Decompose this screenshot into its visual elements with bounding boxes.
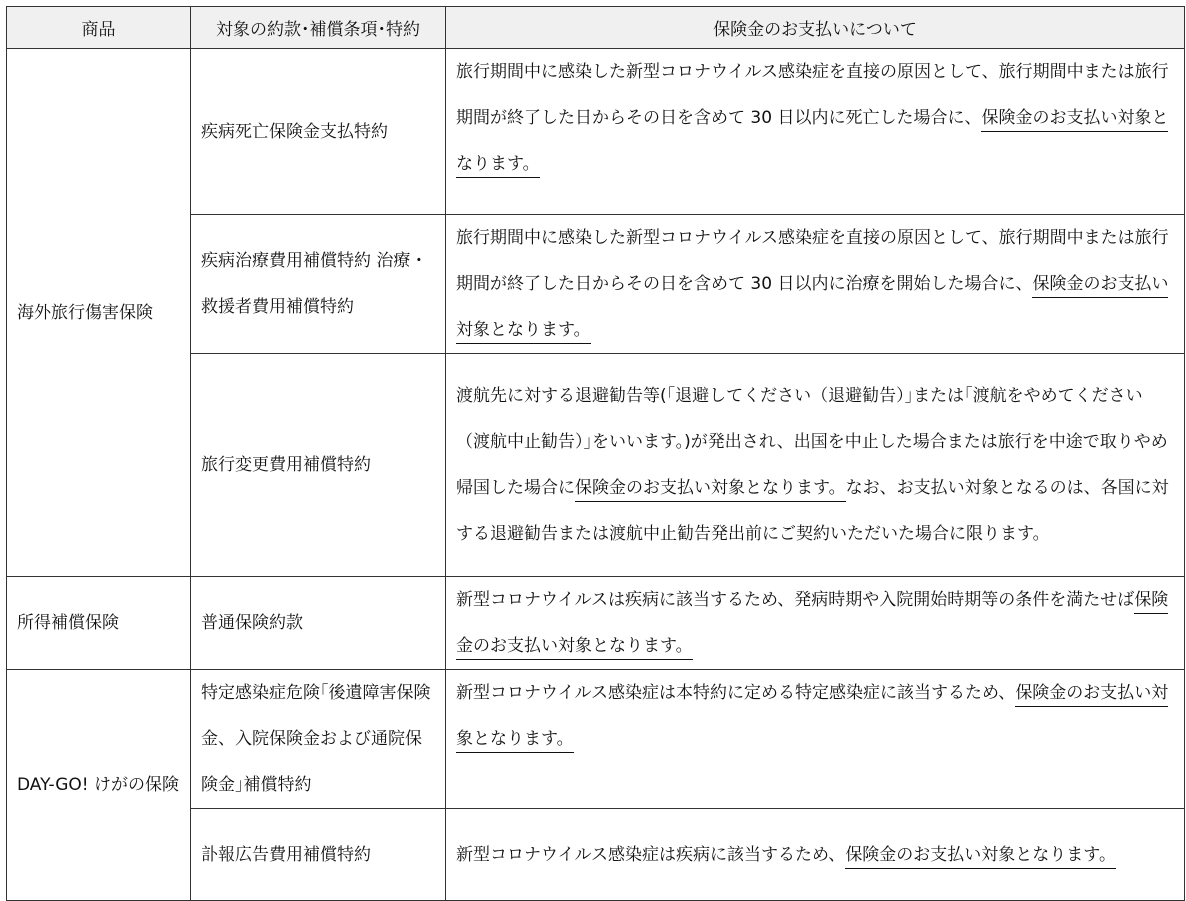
table-row xyxy=(7,577,1185,670)
term-cell: 特定感染症危険｢後遺障害保険金、入院保険金および通院保険金｣補償特約 xyxy=(191,670,446,809)
desc-underlined: 保険金のお支払い対象となります。 xyxy=(456,590,1168,660)
payment-desc xyxy=(446,670,1185,809)
term-cell: 疾病死亡保険金支払特約 xyxy=(191,49,446,215)
desc-text: 渡航先に対する退避勧告等(｢退避してください（退避勧告）｣または｢渡航をやめてください（渡航中止勧告）｣をいいます。)が発出され、出国を中止した場合または旅行を中途で取りやめ帰国した場合に xyxy=(456,386,1168,498)
desc-text: 新型コロナウイルス感染症は疾病に該当するため、 xyxy=(456,844,846,865)
term-cell: 普通保険約款 xyxy=(191,577,446,670)
product-income: 所得補償保険 xyxy=(7,577,191,670)
desc-text: 旅行期間中に感染した新型コロナウイルス感染症を直接の原因として、旅行期間中または旅行期間が終了した日からその日を含めて 30 日以内に治療を開始した場合に、 xyxy=(456,228,1169,294)
header-row xyxy=(7,7,1185,49)
product-day-go-label: DAY-GO! けがの保険 xyxy=(17,775,179,795)
payment-desc xyxy=(446,809,1185,901)
payment-desc xyxy=(446,354,1185,577)
payment-desc xyxy=(446,49,1185,215)
desc-underlined: 保険金のお支払い対象となります。 xyxy=(456,274,1168,344)
desc-underlined: 保険金のお支払い対象となります。 xyxy=(845,845,1116,869)
desc-text: 新型コロナウイルスは疾病に該当するため、発病時期や入院開始時期等の条件を満たせば xyxy=(456,590,1135,610)
coverage-table xyxy=(6,6,1185,901)
product-overseas-travel: 海外旅行傷害保険 xyxy=(7,49,191,577)
payment-desc xyxy=(446,215,1185,354)
desc-text: 旅行期間中に感染した新型コロナウイルス感染症を直接の原因として、旅行期間中または旅行期間が終了した日からその日を含めて 30 日以内に死亡した場合に、 xyxy=(456,62,1169,128)
term-cell xyxy=(191,215,446,354)
product-day-go xyxy=(7,670,191,901)
term-cell: 訃報広告費用補償特約 xyxy=(191,809,446,901)
desc-underlined: 保険金のお支払い対象となります。 xyxy=(575,478,846,502)
desc-text: 新型コロナウイルス感染症は本特約に定める特定感染症に該当するため、 xyxy=(456,683,1016,703)
table-row xyxy=(7,670,1185,809)
header-terms: 対象の約款･補償条項･特約 xyxy=(191,7,446,49)
header-payment: 保険金のお支払いについて xyxy=(446,7,1185,49)
payment-desc xyxy=(446,577,1185,670)
table-row xyxy=(7,49,1185,215)
desc-underlined: 保険金のお支払い対象となります。 xyxy=(456,108,1168,178)
term-cell: 旅行変更費用補償特約 xyxy=(191,354,446,577)
header-product: 商品 xyxy=(7,7,191,49)
desc-note: なお、お支払い対象となるのは、各国に対する退避勧告または渡航中止勧告発出前にご契約いただいた場合に限ります。 xyxy=(456,478,1169,544)
term-line: 疾病治療費用補償特約 治療・救援者費用補償特約 xyxy=(201,251,428,317)
desc-underlined: 保険金のお支払い対象となります。 xyxy=(456,683,1168,753)
